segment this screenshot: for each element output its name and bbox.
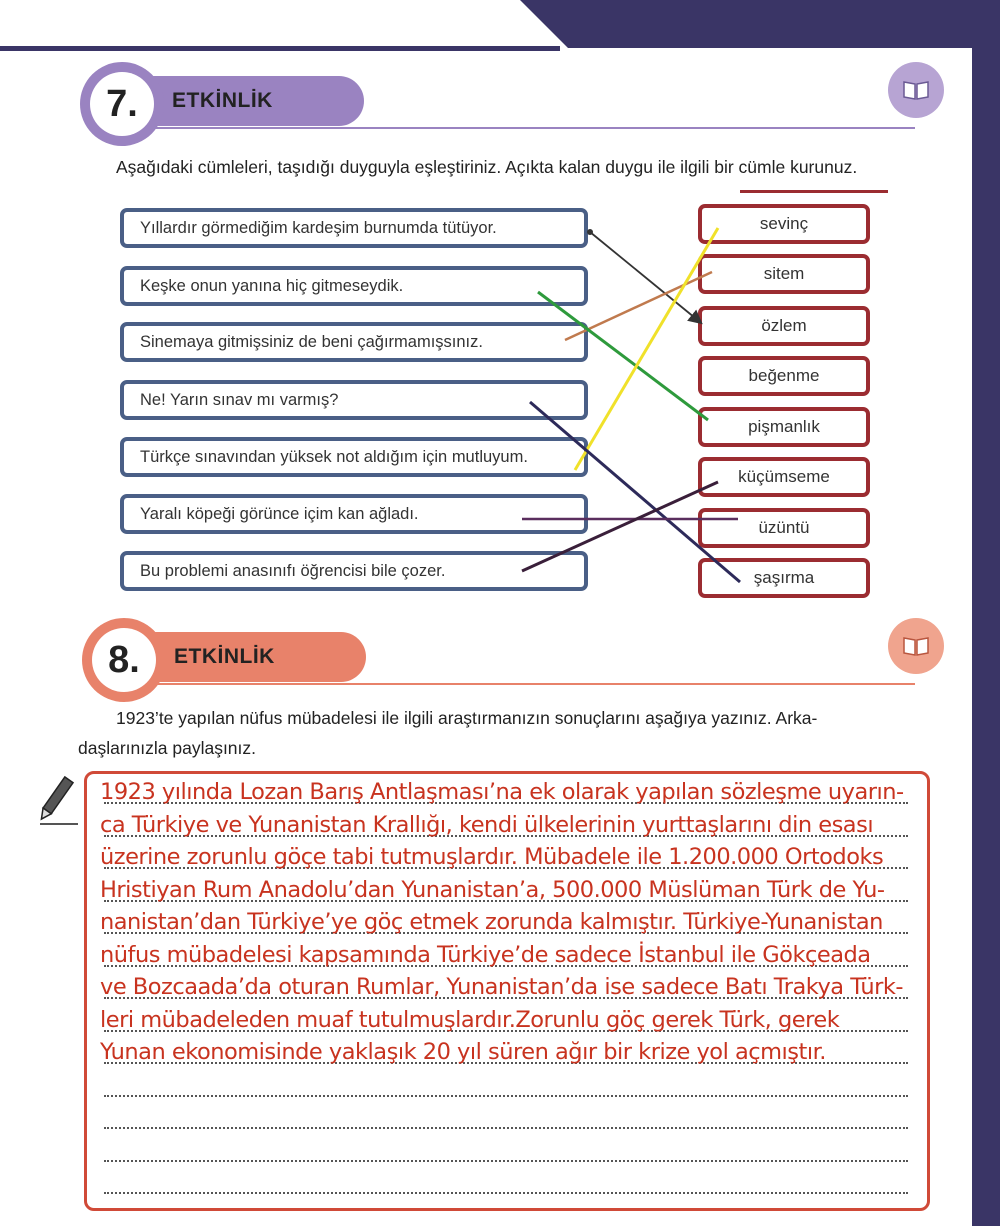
answer-line: Hristiyan Rum Anadolu’dan Yunanistan’a, 500.000 Müslüman Türk de Yu-	[100, 876, 885, 903]
activity8-rule	[150, 683, 915, 685]
sentence-text: Bu problemi anasınıfı öğrencisi bile çozer.	[140, 561, 446, 580]
book-icon	[902, 635, 930, 657]
activity7-instruction: Aşağıdaki cümleleri, taşıdığı duyguyla eşleştiriniz. Açıkta kalan duygu ile ilgili bir cümle kurunuz.	[116, 157, 858, 177]
emotion-text: özlem	[761, 316, 807, 335]
emotion-text: beğenme	[748, 366, 820, 385]
activity7-number: 7.	[90, 72, 154, 136]
emotion-text: sitem	[763, 264, 805, 283]
answer-line: ve Bozcaada’da oturan Rumlar, Yunanistan’da ise sadece Batı Trakya Türk-	[100, 974, 904, 1000]
activity7-title: ETKİNLİK	[172, 89, 273, 112]
match-line-sasirma	[530, 402, 740, 582]
match-line-pismanlik	[538, 292, 708, 420]
handwritten-answer	[100, 776, 920, 1069]
activity8-instruction-line2: daşlarınızla paylaşınız.	[78, 738, 257, 758]
answer-line: 1923 yılında Lozan Barış Antlaşması’na ek olarak yapılan sözleşme uyarın-	[100, 779, 904, 805]
emotion-text: küçümseme	[738, 467, 830, 486]
writing-line	[104, 1192, 908, 1194]
match-line-start-dot	[587, 229, 593, 235]
sentence-text: Ne! Yarın sınav mı varmış?	[140, 390, 339, 409]
emotion-text: sevinç	[759, 214, 809, 233]
sentence-text: Türkçe sınavından yüksek not aldığım için mutluyum.	[140, 447, 528, 466]
activity8-instruction-line1: 1923’te yapılan nüfus mübadelesi ile ilgili araştırmanızın sonuçlarını aşağıya yazınız. Arka-	[116, 708, 818, 728]
emotion-text: şaşırma	[753, 568, 815, 587]
answer-line: Yunan ekonomisinde yaklaşık 20 yıl süren ağır bir krize yol açmıştır.	[100, 1039, 826, 1065]
sentence-text: Yaralı köpeği görünce içim kan ağladı.	[140, 504, 419, 523]
emotion-text: pişmanlık	[748, 417, 820, 436]
writing-line	[104, 1160, 908, 1162]
writing-line	[104, 1127, 908, 1129]
pencil-icon	[30, 772, 82, 833]
sentence-text: Keşke onun yanına hiç gitmeseydik.	[140, 276, 404, 295]
answer-line: leri mübadeleden muaf tutulmuşlardır.Zorunlu göç gerek Türk, gerek	[100, 1006, 840, 1033]
emotion-text: üzüntü	[758, 518, 810, 537]
activity8-book-pin	[888, 618, 944, 674]
sentence-text: Yıllardır görmediğim kardeşim burnumda tütüyor.	[140, 218, 497, 237]
match-line-kucumseme	[522, 482, 718, 571]
answer-line: ca Türkiye ve Yunanistan Krallığı, kendi ülkelerinin yurttaşlarını din esası	[100, 811, 874, 838]
activity8-title: ETKİNLİK	[174, 645, 275, 668]
answer-line: üzerine zorunlu göçe tabi tutmuşlardır. Mübadele ile 1.200.000 Ortodoks	[100, 844, 884, 870]
match-line-sevinc	[575, 228, 718, 470]
writing-line	[104, 1095, 908, 1097]
answer-line: nanistan’dan Türkiye’ye göç etmek zorunda kalmıştır. Türkiye-Yunanistan	[100, 909, 883, 935]
answer-line: nüfus mübadelesi kapsamında Türkiye’de sadece İstanbul ile Gökçeada	[100, 941, 871, 968]
activity8-number: 8.	[92, 628, 156, 692]
sentence-text: Sinemaya gitmişsiniz de beni çağırmamışsınız.	[140, 332, 483, 351]
match-line-ozlem	[590, 232, 700, 322]
